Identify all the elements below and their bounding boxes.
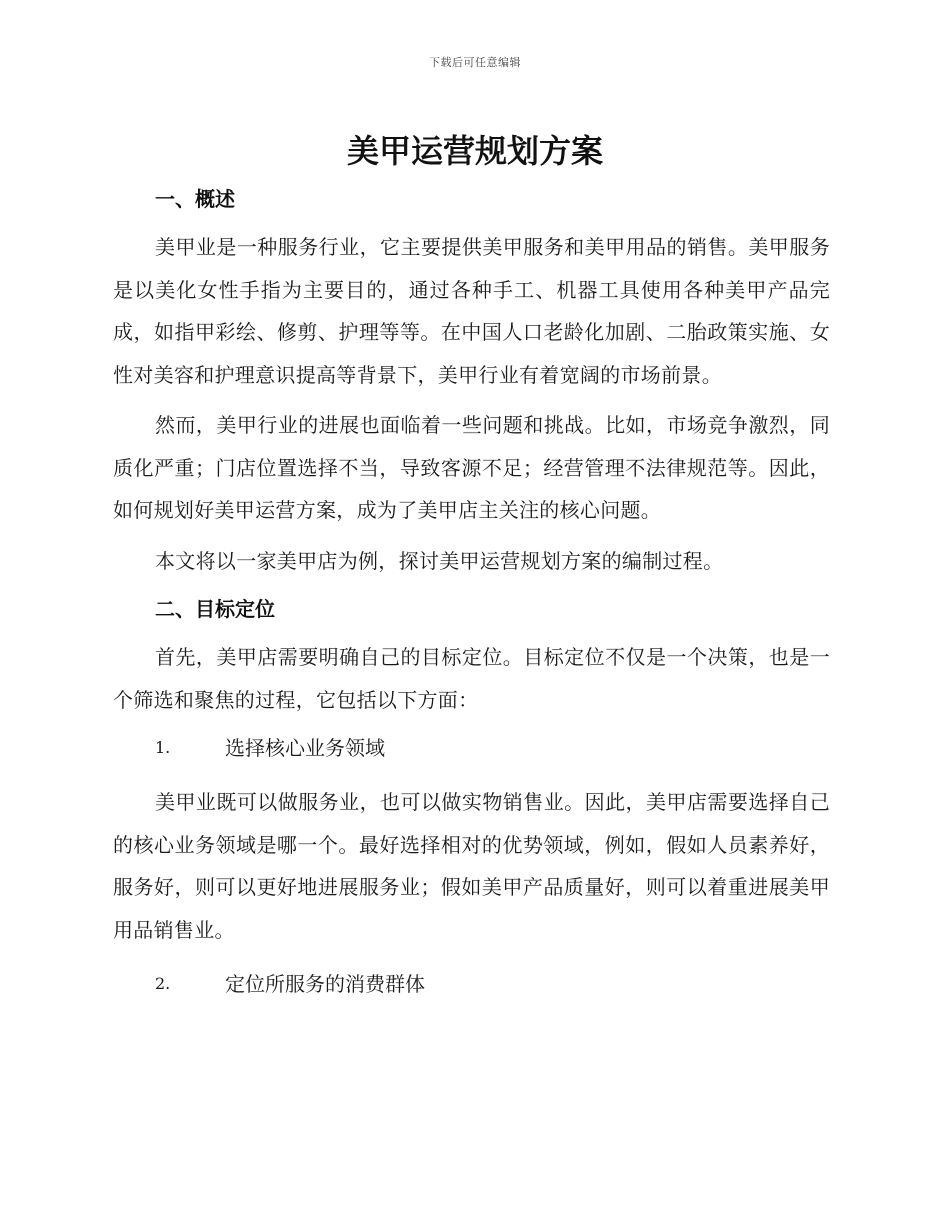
positioning-paragraph-2: 美甲业既可以做服务业，也可以做实物销售业。因此，美甲店需要选择自己的核心业务领域是哪一个。最好选择相对的优势领域，例如，假如人员素养好，服务好，则可以更好地进展服务业；假如美甲产品质量好，则可以着重进展美甲用品销售业。 (113, 790, 830, 942)
document-body (113, 180, 830, 1003)
list-item-2 (113, 965, 830, 1003)
section-heading-overview: 一、概述 (155, 187, 235, 211)
list-number: 2. (155, 974, 171, 993)
positioning-paragraph-1: 首先，美甲店需要明确自己的目标定位。目标定位不仅是一个决策，也是一个筛选和聚焦的过程，它包括以下方面： (113, 645, 830, 712)
overview-paragraph-2: 然而，美甲行业的进展也面临着一些问题和挑战。比如，市场竞争激烈，同质化严重；门店位置选择不当，导致客源不足；经营管理不法律规范等。因此，如何规划好美甲运营方案，成为了美甲店主关注的核心问题。 (113, 413, 830, 522)
overview-paragraph-3: 本文将以一家美甲店为例，探讨美甲运营规划方案的编制过程。 (155, 548, 724, 573)
list-text: 选择核心业务领域 (225, 736, 385, 760)
document-title: 美甲运营规划方案 (346, 132, 603, 170)
list-text: 定位所服务的消费群体 (225, 972, 425, 996)
list-number: 1. (155, 738, 171, 757)
section-heading-positioning: 二、目标定位 (155, 597, 275, 621)
list-item-1 (113, 729, 830, 767)
page-header-note: 下载后可任意编辑 (429, 56, 521, 69)
overview-paragraph-1: 美甲业是一种服务行业，它主要提供美甲服务和美甲用品的销售。美甲服务是以美化女性手指为主要目的，通过各种手工、机器工具使用各种美甲产品完成，如指甲彩绘、修剪、护理等等。在中国人口老龄化加剧、二胎政策实施、女性对美容和护理意识提高等背景下，美甲行业有着宽阔的市场前景。 (113, 235, 830, 387)
